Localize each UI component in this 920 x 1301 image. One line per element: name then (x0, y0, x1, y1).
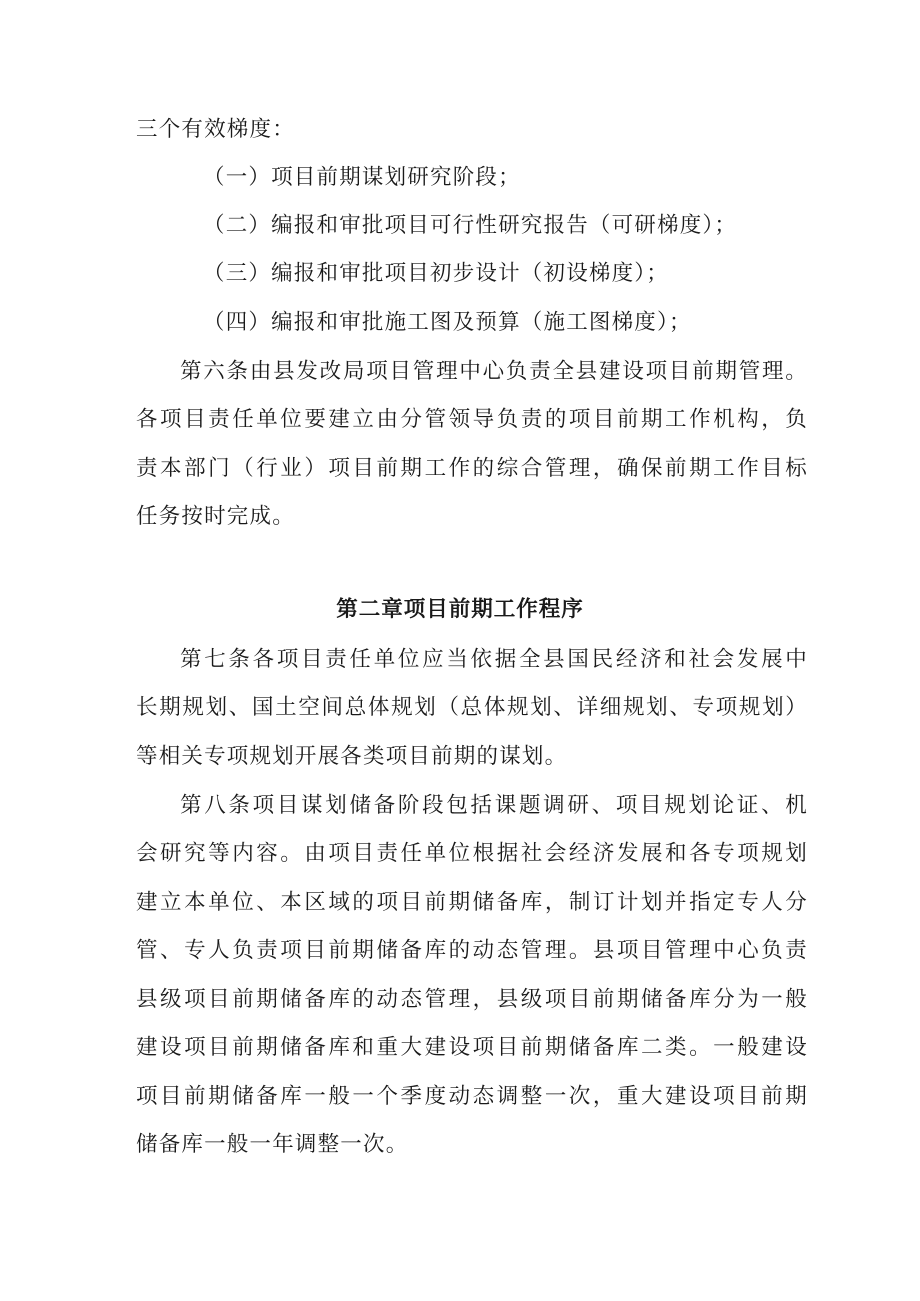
article6-line-3: 责本部门（行业）项目前期工作的综合管理，确保前期工作目标 (136, 456, 808, 481)
chapter-title: 第二章项目前期工作程序 (336, 597, 584, 622)
stage-item-2: （二）编报和审批项目可行性研究报告（可研梯度）； (203, 213, 738, 238)
article6-line-4: 任务按时完成。 (136, 504, 295, 529)
article7-line-2: 长期规划、国土空间总体规划（总体规划、详细规划、专项规划） (136, 695, 808, 720)
stage-item-1: （一）项目前期谋划研究阶段； (203, 165, 521, 190)
article6-line-2: 各项目责任单位要建立由分管领导负责的项目前期工作机构，负 (136, 407, 808, 432)
article8-line-1: 第八条项目谋划储备阶段包括课题调研、项目规划论证、机 (180, 793, 808, 818)
article8-line-4: 管、专人负责项目前期储备库的动态管理。县项目管理中心负责 (136, 938, 808, 963)
stage-item-3: （三）编报和审批项目初步设计（初设梯度）； (203, 261, 669, 286)
stage-item-4: （四）编报和审批施工图及预算（施工图梯度）； (203, 310, 692, 335)
article8-line-5: 县级项目前期储备库的动态管理，县级项目前期储备库分为一般 (136, 987, 808, 1012)
article7-line-1: 第七条各项目责任单位应当依据全县国民经济和社会发展中 (180, 647, 808, 672)
article7-line-3: 等相关专项规划开展各类项目前期的谋划。 (136, 744, 568, 769)
article8-line-6: 建设项目前期储备库和重大建设项目前期储备库二类。一般建设 (136, 1035, 808, 1060)
intro-line: 三个有效梯度： (136, 117, 295, 142)
article6-line-1: 第六条由县发改局项目管理中心负责全县建设项目前期管理。 (180, 359, 808, 384)
article8-line-2: 会研究等内容。由项目责任单位根据社会经济发展和各专项规划 (136, 841, 808, 866)
article8-line-7: 项目前期储备库一般一个季度动态调整一次，重大建设项目前期 (136, 1084, 808, 1109)
article8-line-8: 储备库一般一年调整一次。 (136, 1132, 409, 1157)
article8-line-3: 建立本单位、本区域的项目前期储备库，制订计划并指定专人分 (136, 890, 808, 915)
